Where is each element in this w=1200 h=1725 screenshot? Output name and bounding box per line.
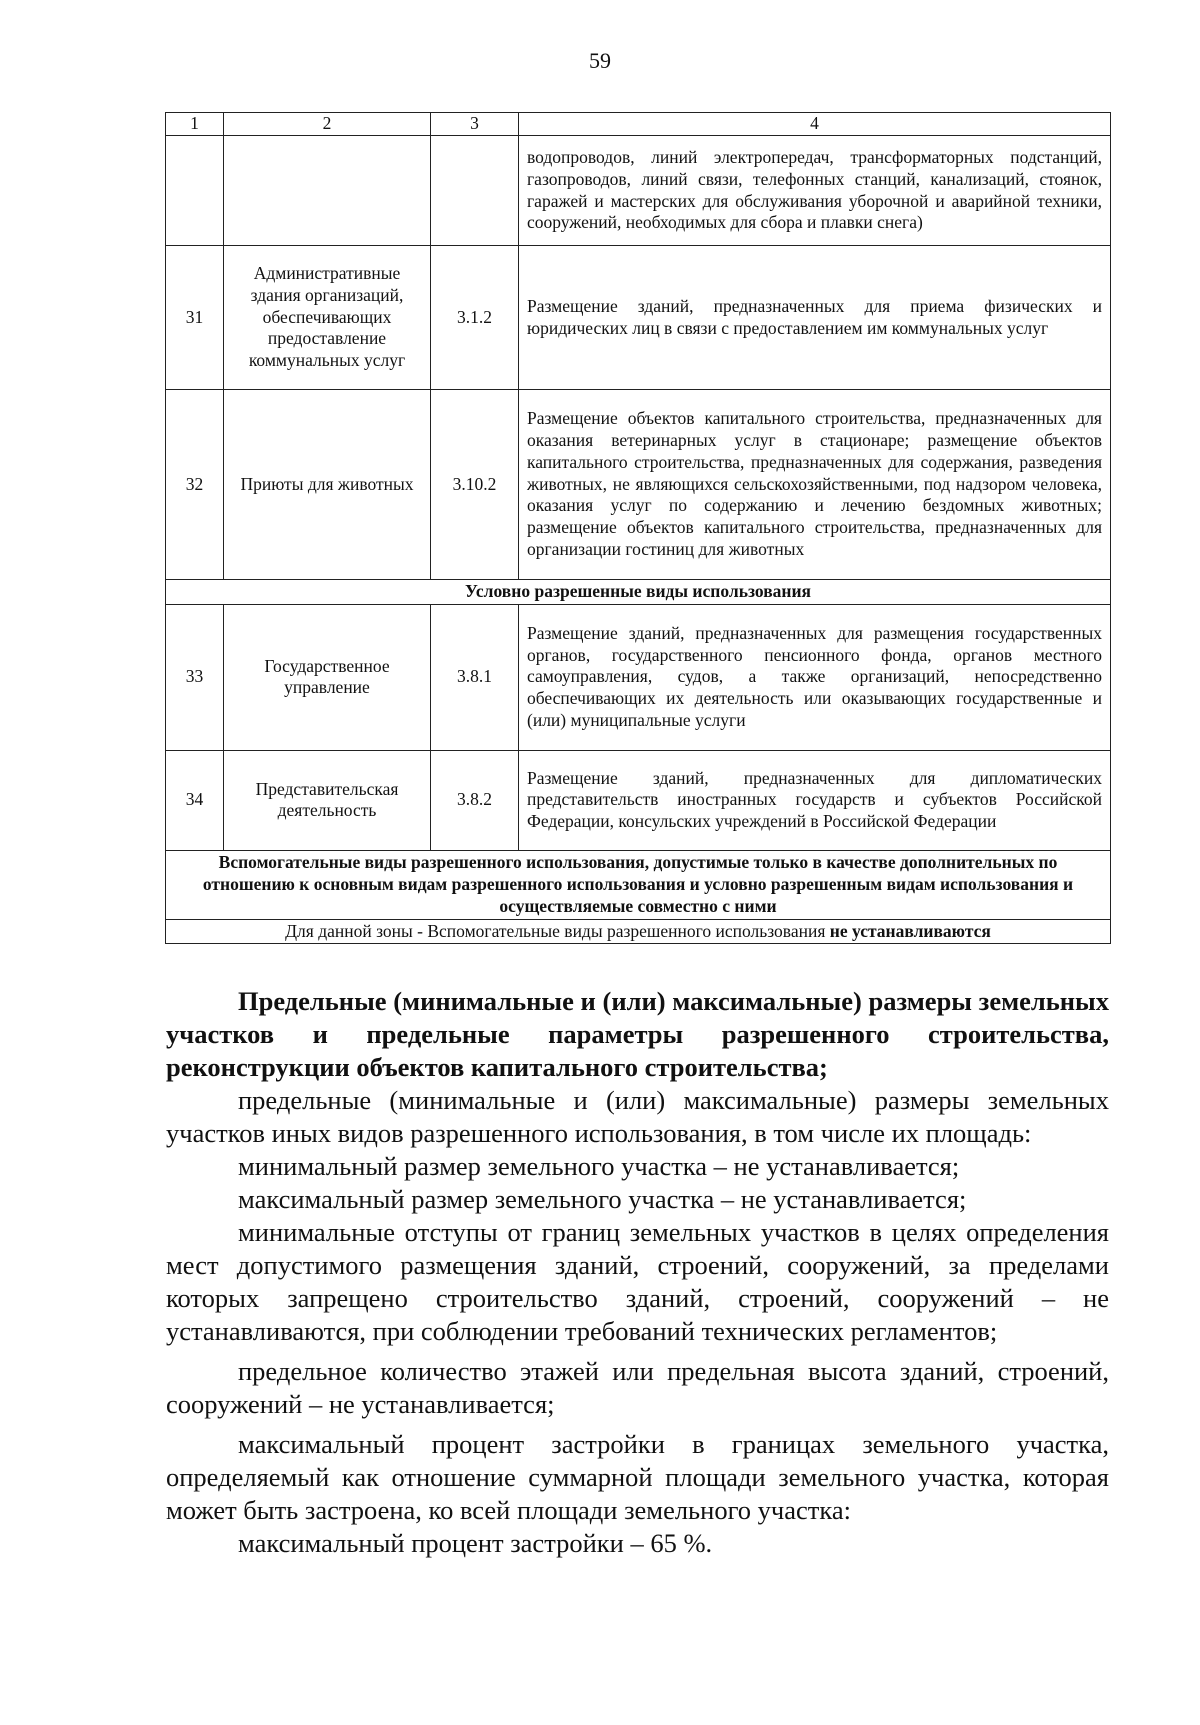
use-type-code: 3.8.2 [431, 750, 519, 850]
header-col-4: 4 [519, 113, 1111, 136]
table-row-continuation [166, 136, 1111, 246]
zone-note-text: Для данной зоны - Вспомогательные виды разрешенного использования [285, 920, 826, 941]
empty-cell [166, 136, 224, 246]
section-row-auxiliary [166, 850, 1111, 919]
empty-cell [431, 136, 519, 246]
page-number: 59 [589, 48, 611, 73]
paragraph-floors: предельное количество этажей или предельная высота зданий, строений, сооружений – не устанавливается; [166, 1356, 1109, 1419]
row-number: 34 [166, 750, 224, 850]
zone-note [166, 919, 1111, 944]
zone-note-emphasis: не устанавливаются [829, 920, 991, 941]
section-heading: Предельные (минимальные и (или) максимальные) размеры земельных участков и предельные параметры разрешенного строительства, реконструкции объектов капитального строительства; [166, 986, 1109, 1082]
continuation-description: водопроводов, линий электропередач, трансформаторных подстанций, газопроводов, линий связи, телефонных станций, канализаций, стоянок, гаражей и мастерских для обслуживания уборочной и аварийной техники, сооружений, необходимых для сбора и плавки снега) [519, 136, 1111, 246]
paragraph-setbacks: минимальные отступы от границ земельных участков в целях определения мест допустимого размещения зданий, строений, сооружений, за пределами которых запрещено строительство зданий, строений, сооружений – не устанавливаются, при соблюдении требований технических регламентов; [166, 1217, 1109, 1346]
header-col-1: 1 [166, 113, 224, 136]
use-type-description: Размещение зданий, предназначенных для дипломатических представительств иностранных государств и субъектов Российской Федерации, консульских учреждений в Российской Федерации [519, 750, 1111, 850]
use-type-name: Представительская деятельность [224, 750, 431, 850]
use-type-code: 3.8.1 [431, 604, 519, 750]
table-row [166, 390, 1111, 580]
table-row [166, 604, 1111, 750]
header-col-2: 2 [224, 113, 431, 136]
use-type-description: Размещение объектов капитального строительства, предназначенных для оказания ветеринарных услуг в стационаре; размещение объектов капитального строительства, предназначенных для содержания, разведения животных, не являющихся сельскохозяйственными, под надзором человека, оказания услуг по содержанию и лечению бездомных животных; размещение объектов капитального строительства, предназначенных для организации гостиниц для животных [519, 390, 1111, 580]
empty-cell [224, 136, 431, 246]
section-title-auxiliary: Вспомогательные виды разрешенного использования, допустимые только в качестве дополнительных по отношению к основным видам разрешенного использования и условно разрешенным видам использования и осуществляемые совместно с ними [166, 850, 1111, 919]
row-number: 33 [166, 604, 224, 750]
paragraph-plot-sizes: предельные (минимальные и (или) максимальные) размеры земельных участков иных видов разрешенного использования, в том числе их площадь: [166, 1085, 1109, 1148]
note-row [166, 919, 1111, 944]
paragraph-min-size: минимальный размер земельного участка – не устанавливается; [238, 1151, 960, 1181]
use-type-name: Административные здания организаций, обеспечивающих предоставление коммунальных услуг [224, 246, 431, 390]
use-type-code: 3.1.2 [431, 246, 519, 390]
table-header-row [166, 113, 1111, 136]
section-row-conditional [166, 580, 1111, 605]
paragraph-coverage-value: максимальный процент застройки – 65 %. [238, 1528, 713, 1558]
use-type-name: Государственное управление [224, 604, 431, 750]
row-number: 31 [166, 246, 224, 390]
paragraph-max-size: максимальный размер земельного участка – не устанавливается; [238, 1184, 967, 1214]
section-title-conditional: Условно разрешенные виды использования [166, 580, 1111, 605]
paragraph-coverage: максимальный процент застройки в границах земельного участка, определяемый как отношение суммарной площади земельного участка, которая может быть застроена, ко всей площади земельного участка: [166, 1429, 1109, 1525]
use-type-name: Приюты для животных [224, 390, 431, 580]
header-col-3: 3 [431, 113, 519, 136]
table-row [166, 750, 1111, 850]
use-type-code: 3.10.2 [431, 390, 519, 580]
land-use-table [165, 112, 1111, 944]
table-row [166, 246, 1111, 390]
row-number: 32 [166, 390, 224, 580]
use-type-description: Размещение зданий, предназначенных для приема физических и юридических лиц в связи с предоставлением им коммунальных услуг [519, 246, 1111, 390]
parameters-section [166, 985, 1109, 1560]
use-type-description: Размещение зданий, предназначенных для размещения государственных органов, государственного пенсионного фонда, органов местного самоуправления, судов, а также организаций, непосредственно обеспечивающих их деятельность или оказывающих государственные и (или) муниципальные услуги [519, 604, 1111, 750]
